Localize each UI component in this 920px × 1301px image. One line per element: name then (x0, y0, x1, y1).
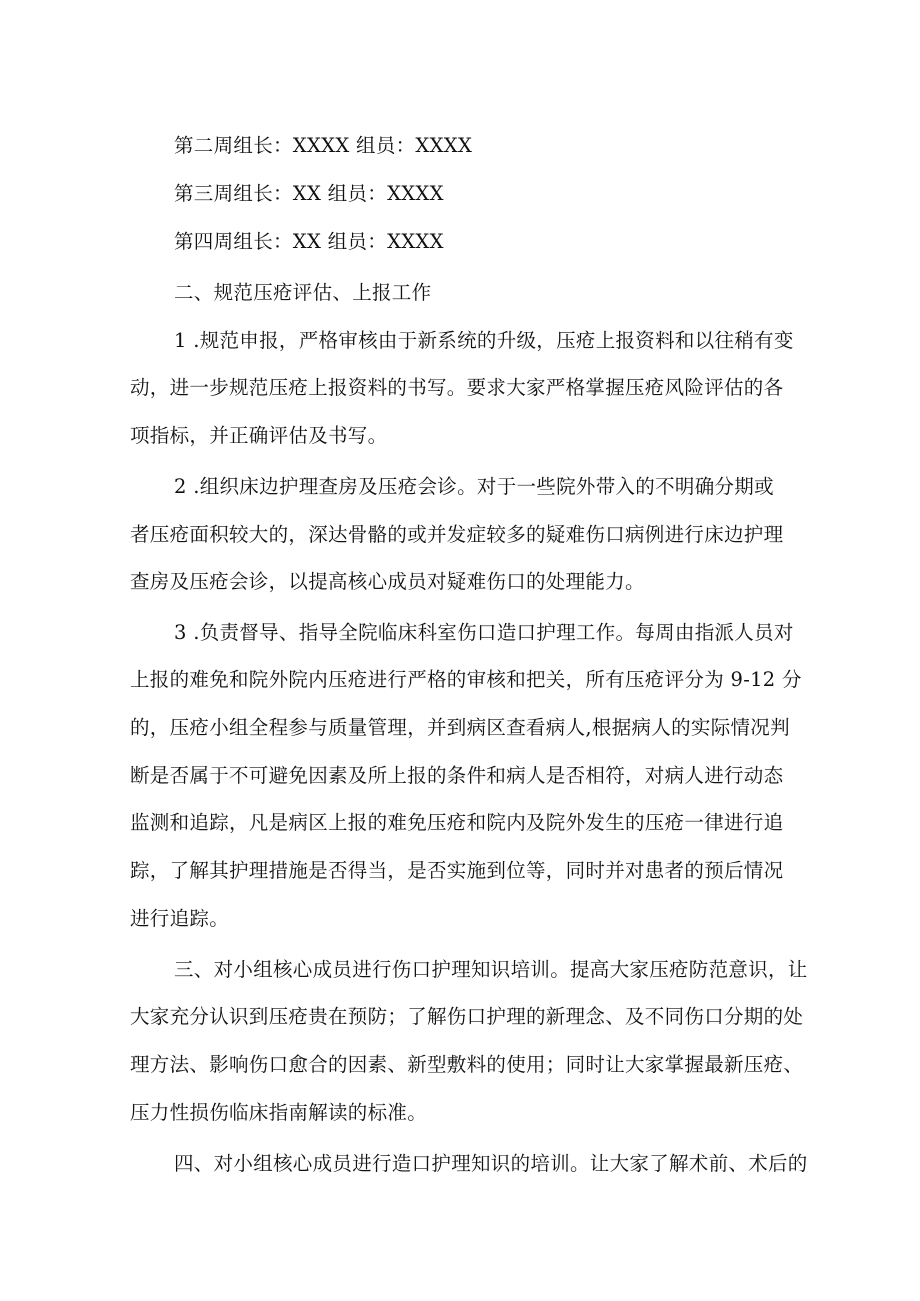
text-line: 监测和追踪，凡是病区上报的难免压疮和院内及院外发生的压疮一律进行追 (130, 811, 784, 834)
text-line: 3 .负责督导、指导全院临床科室伤口造口护理工作。每周由指派人员对 (174, 621, 794, 644)
text-line: 1 .规范申报，严格审核由于新系统的升级，压疮上报资料和以往稍有变 (174, 329, 794, 352)
text-line: 项指标，并正确评估及书写。 (130, 424, 388, 447)
text-line: 的，压疮小组全程参与质量管理，并到病区查看病人,根据病人的实际情况判 (130, 716, 790, 739)
text-line: 断是否属于不可避免因素及所上报的条件和病人是否相符，对病人进行动态 (130, 764, 784, 787)
text-line: 踪，了解其护理措施是否得当，是否实施到位等，同时并对患者的预后情况 (130, 859, 784, 882)
text-line: 进行追踪。 (130, 907, 230, 930)
text-line: 理方法、影响伤口愈合的因素、新型敷料的使用；同时让大家掌握最新压疮、 (130, 1053, 804, 1076)
text-line: 第三周组长：XX 组员：XXXX (174, 182, 444, 205)
text-line: 第四周组长：XX 组员：XXXX (174, 230, 444, 253)
text-line: 大家充分认识到压疮贵在预防；了解伤口护理的新理念、及不同伤口分期的处 (130, 1005, 804, 1028)
section-heading: 二、规范压疮评估、上报工作 (174, 281, 432, 304)
text-line: 查房及压疮会诊，以提高核心成员对疑难伤口的处理能力。 (130, 570, 645, 593)
text-line: 第二周组长：XXXX 组员：XXXX (174, 134, 473, 157)
text-line: 者压疮面积较大的，深达骨骼的或并发症较多的疑难伤口病例进行床边护理 (130, 523, 784, 546)
text-line: 压力性损伤临床指南解读的标准。 (130, 1101, 428, 1124)
section-heading: 四、对小组核心成员进行造口护理知识的培训。让大家了解术前、术后的 (174, 1152, 808, 1175)
section-heading: 三、对小组核心成员进行伤口护理知识培训。提高大家压疮防范意识，让 (174, 958, 808, 981)
text-line: 动，进一步规范压疮上报资料的书写。要求大家严格掌握压疮风险评估的各 (130, 376, 784, 399)
text-line: 2 .组织床边护理查房及压疮会诊。对于一些院外带入的不明确分期或 (174, 475, 774, 498)
text-line: 上报的难免和院外院内压疮进行严格的审核和把关，所有压疮评分为 9-12 分 (130, 668, 802, 691)
